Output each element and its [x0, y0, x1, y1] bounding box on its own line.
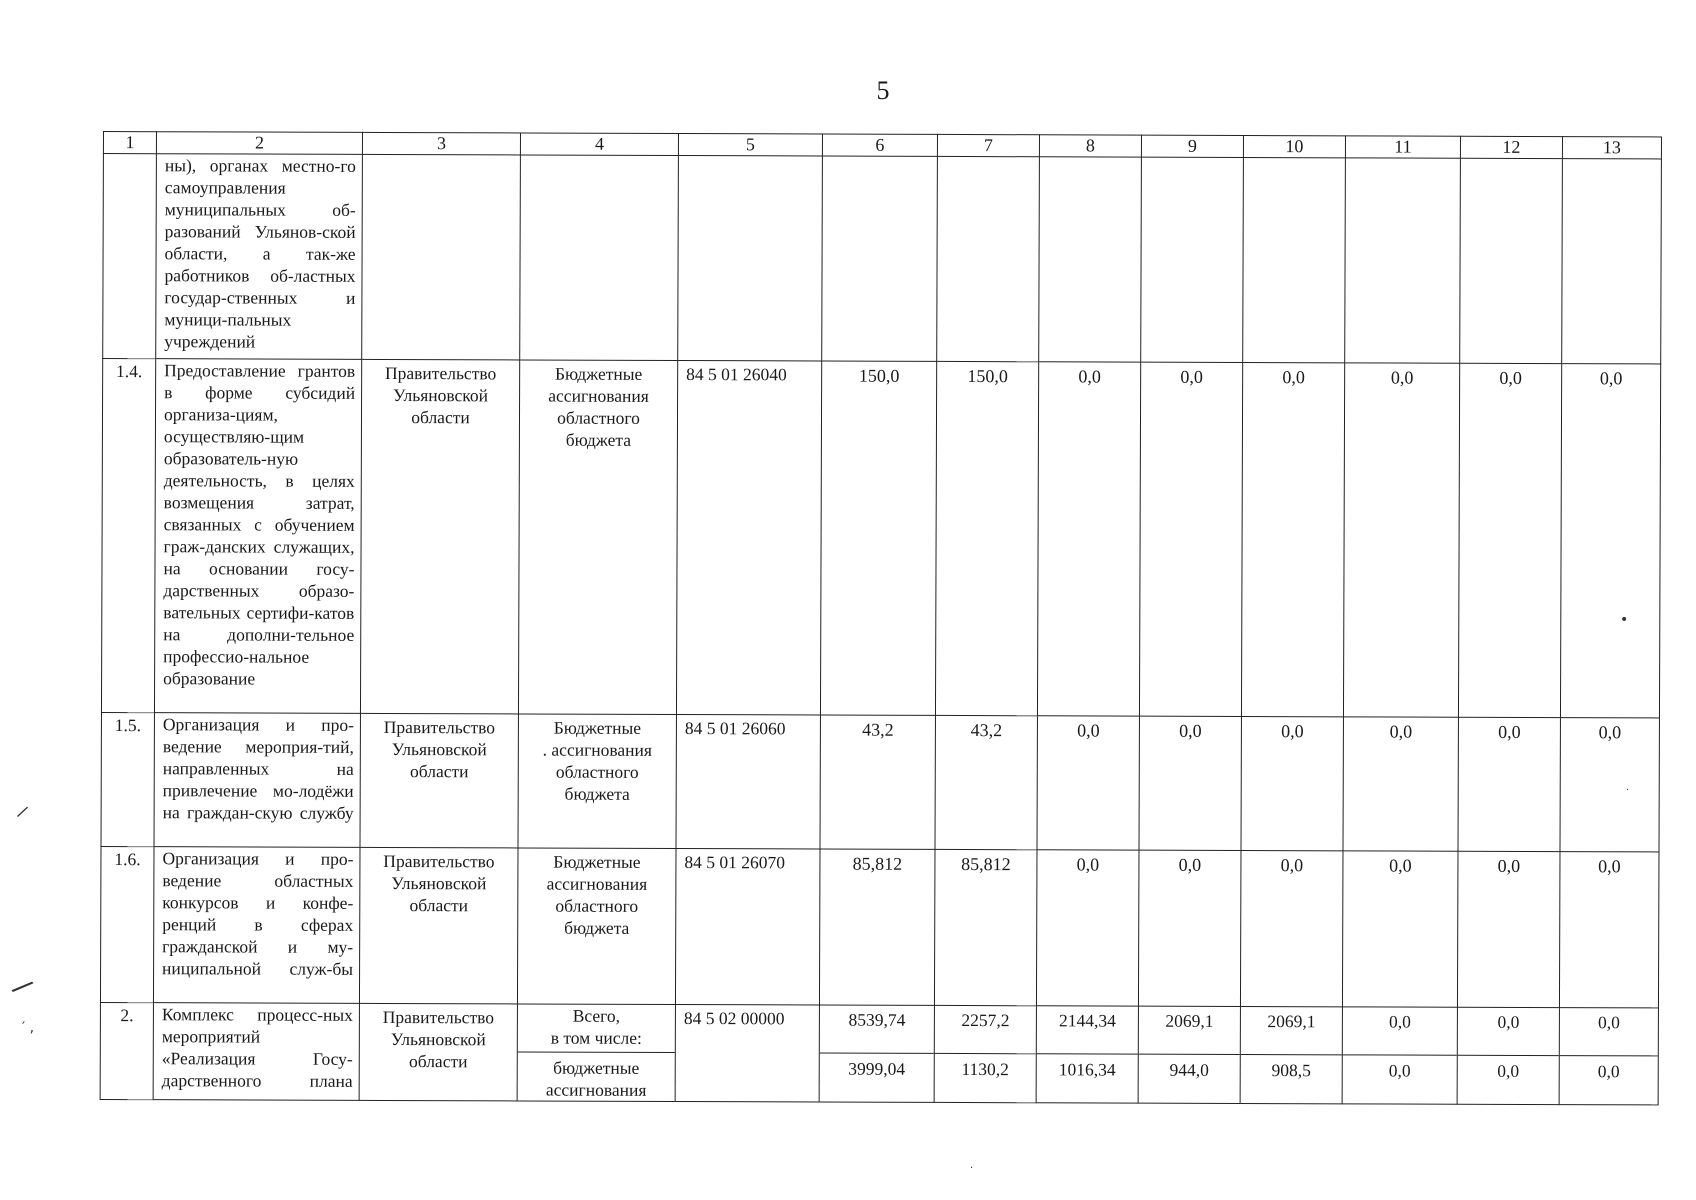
value-cell: 0,0 — [1036, 850, 1139, 1006]
value-cell: 0,0 — [1037, 362, 1140, 716]
value-cell: 150,0 — [820, 361, 936, 715]
budget-table — [100, 131, 1662, 1105]
value-cell — [1559, 1008, 1658, 1105]
scan-speck: / — [15, 801, 30, 822]
value-cell — [1460, 158, 1563, 363]
value-budget: 1016,34 — [1058, 1059, 1116, 1080]
executor — [362, 154, 521, 360]
header-cell: 11 — [1345, 136, 1460, 158]
value-cell — [1457, 1007, 1559, 1104]
value-cell: 0,0 — [1342, 851, 1458, 1007]
funding-total — [518, 1004, 675, 1053]
value-cell: 0,0 — [1138, 850, 1241, 1006]
value-cell — [822, 156, 938, 361]
row-number: 1.5. — [101, 712, 154, 846]
value-cell — [1562, 159, 1662, 364]
value-cell: 0,0 — [1037, 716, 1139, 850]
value-cell — [1243, 157, 1346, 362]
funding-source — [518, 714, 676, 849]
value-cell — [1138, 1006, 1240, 1103]
value-total: 2257,2 — [935, 1006, 1036, 1054]
value-budget: 0,0 — [1497, 1060, 1520, 1081]
value-total: 8539,74 — [820, 1006, 934, 1054]
value-cell: 0,0 — [1559, 852, 1659, 1008]
value-cell: 0,0 — [1241, 362, 1344, 716]
header-cell: 13 — [1562, 137, 1661, 159]
header-cell: 12 — [1460, 136, 1562, 158]
budget-code: 84 5 02 00000 — [675, 1005, 819, 1103]
value-cell — [1345, 158, 1461, 363]
row-number — [103, 154, 157, 359]
value-cell: 0,0 — [1240, 850, 1343, 1006]
value-cell: 0,0 — [1343, 363, 1459, 717]
budget-table-sheet — [100, 131, 1661, 1104]
value-budget: 1130,2 — [961, 1059, 1009, 1080]
budget-code: 84 5 01 26060 — [676, 715, 820, 850]
value-cell: 0,0 — [1560, 718, 1659, 852]
funding-source — [520, 155, 679, 361]
funding-source: Бюджетные ассигнования областного бюджета — [518, 360, 677, 715]
funding-total-line1: Всего, — [572, 1005, 621, 1026]
measure-name: ны), органах местно-го самоуправления муниципальных об-разований Ульянов-ской области, а так-же работников об-ластных государ-ственных и муници-пальных учреждений — [156, 154, 363, 360]
value-budget: 0,0 — [1388, 1060, 1411, 1081]
value-cell: 0,0 — [1139, 362, 1242, 716]
value-cell — [819, 1005, 934, 1102]
budget-code — [678, 156, 823, 362]
table-row — [100, 1002, 1658, 1104]
measure-name: Комплекс процесс-ных мероприятий «Реализация Госу-дарственного плана — [153, 1003, 359, 1101]
scan-speck: . — [1626, 782, 1630, 793]
table-row — [101, 359, 1660, 718]
executor: Правительство Ульяновской области — [360, 713, 518, 848]
value-cell: 0,0 — [1457, 851, 1560, 1007]
value-cell — [1342, 1007, 1457, 1104]
value-total: 2069,1 — [1241, 1007, 1342, 1055]
header-cell: 5 — [678, 134, 822, 157]
table-row — [103, 154, 1662, 364]
funding-source: Бюджетные ассигнования областного бюджета — [517, 848, 676, 1005]
value-cell — [937, 156, 1040, 361]
scan-speck: ′ , — [22, 1020, 35, 1036]
value-total: 0,0 — [1343, 1007, 1457, 1055]
measure-name: Организация и про-ведение мероприя-тий, направленных на привлечение мо-лодёжи на граждан-скую службу — [154, 713, 360, 848]
header-cell: 3 — [362, 132, 520, 155]
value-cell: 0,0 — [1560, 364, 1660, 718]
funding-budget — [518, 1052, 675, 1101]
value-total: 2069,1 — [1139, 1007, 1240, 1055]
value-budget: 944,0 — [1169, 1059, 1209, 1080]
value-cell — [1039, 157, 1142, 362]
value-budget: 908,5 — [1271, 1060, 1311, 1081]
budget-code: 84 5 01 26040 — [676, 361, 821, 716]
scan-speck: • — [1620, 612, 1629, 628]
value-budget: 0,0 — [1597, 1061, 1620, 1082]
value-cell: 0,0 — [1343, 717, 1458, 851]
header-cell: 2 — [156, 132, 362, 155]
value-cell: 43,2 — [935, 715, 1037, 849]
value-cell — [1141, 157, 1244, 362]
value-cell: 0,0 — [1139, 716, 1241, 850]
value-cell — [1036, 1006, 1138, 1103]
funding-source — [517, 1004, 675, 1102]
funding-budget-line1: бюджетные — [553, 1057, 640, 1078]
value-cell: 85,812 — [934, 849, 1037, 1005]
value-cell: 85,812 — [819, 849, 935, 1005]
value-total: 0,0 — [1560, 1008, 1658, 1056]
value-budget: 3999,04 — [848, 1058, 906, 1079]
row-number: 1.6. — [100, 846, 154, 1002]
header-cell: 6 — [822, 134, 937, 156]
value-cell: 0,0 — [1241, 716, 1343, 850]
funding-source-rest: . ассигнования областного бюджета — [542, 739, 653, 804]
budget-code: 84 5 01 26070 — [675, 849, 820, 1006]
header-cell: 4 — [520, 133, 678, 156]
executor: Правительство Ульяновской области — [359, 1003, 517, 1101]
header-cell: 9 — [1141, 135, 1243, 157]
header-cell: 8 — [1039, 135, 1141, 157]
value-total: 0,0 — [1458, 1008, 1559, 1056]
value-cell: 150,0 — [935, 361, 1038, 715]
scan-speck: / — [8, 974, 37, 1000]
value-cell: 0,0 — [1458, 363, 1561, 717]
value-cell — [934, 1005, 1036, 1102]
funding-source-prefix: Бюджетные — [553, 717, 642, 738]
row-number: 2. — [100, 1002, 153, 1099]
page-number: 5 — [876, 76, 890, 105]
value-cell: 43,2 — [820, 715, 935, 849]
measure-name: Предоставление грантов в форме субсидий организа-циям, осуществляю-щим образователь-ную деятельность, в целях возмещения затрат, связанных с обучением граж-данских служащих, на основании госу-дарственных образо-вательных сертифи-катов на дополни-тельное профессио-нальное образование — [154, 359, 361, 714]
table-row — [101, 712, 1659, 851]
header-cell: 1 — [103, 132, 156, 154]
table-row — [100, 846, 1659, 1007]
header-cell: 7 — [937, 134, 1039, 156]
value-total: 2144,34 — [1037, 1006, 1138, 1054]
value-cell — [1240, 1006, 1342, 1103]
executor: Правительство Ульяновской области — [359, 847, 518, 1004]
funding-budget-line2: ассигнования — [545, 1079, 647, 1100]
value-cell: 0,0 — [1458, 717, 1560, 851]
executor: Правительство Ульяновской области — [360, 359, 519, 714]
measure-name: Организация и про-ведение областных конкурсов и конфе-ренций в сферах гражданской и му-ниципальной служ-бы — [153, 847, 360, 1004]
funding-total-line2: в том числе: — [550, 1027, 642, 1048]
row-number: 1.4. — [101, 359, 155, 713]
scan-speck: . — [970, 1160, 974, 1171]
header-cell: 10 — [1243, 135, 1345, 157]
